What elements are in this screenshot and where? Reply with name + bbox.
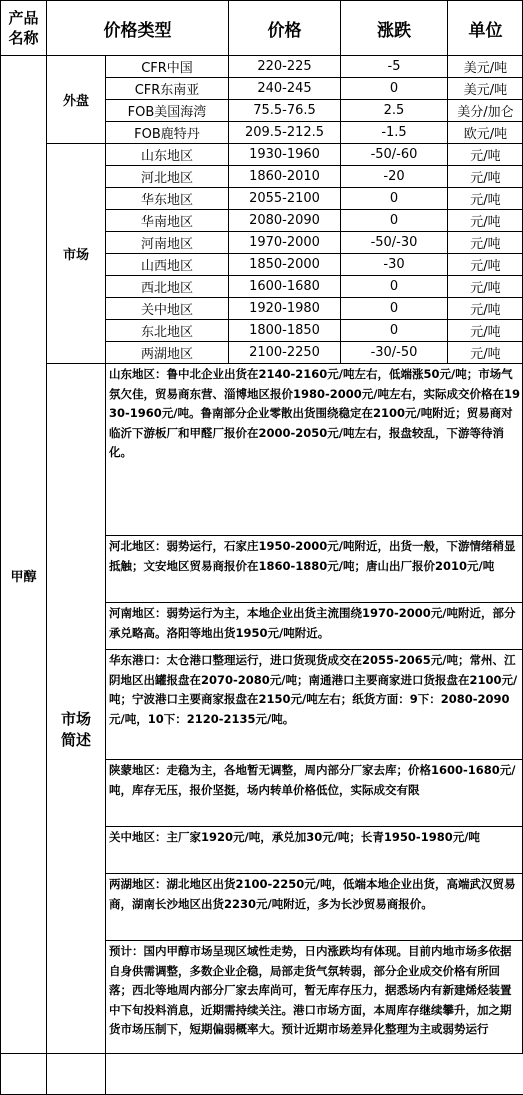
row-unit: 元/吨: [448, 166, 523, 188]
row-change: -50/-30: [341, 232, 448, 254]
row-name: 山东地区: [106, 144, 229, 166]
row-change: 2.5: [341, 100, 448, 122]
row-change: 0: [341, 78, 448, 100]
row-unit: 欧元/吨: [448, 122, 523, 144]
header-row: [1, 1, 523, 56]
row-price: 240-245: [229, 78, 341, 100]
group-market: 市场: [47, 144, 106, 364]
table-row: [1, 56, 523, 78]
note-lianghu: 两湖地区：湖北地区出货2100-2250元/吨，低端本地企业出货，高端武汉贸易商，湖南长沙地区出货2230元/吨附近，多为长沙贸易商报价。: [106, 874, 523, 941]
row-name: 山西地区: [106, 254, 229, 276]
header-price: 价格: [229, 1, 341, 56]
row-unit: 美分/加仑: [448, 100, 523, 122]
row-change: -30: [341, 254, 448, 276]
note-guanzhong: 关中地区：主厂家1920元/吨，承兑加30元/吨；长青1950-1980元/吨: [106, 827, 523, 874]
row-change: 0: [341, 210, 448, 232]
row-price: 2080-2090: [229, 210, 341, 232]
row-change: 0: [341, 276, 448, 298]
header-product-line2: 名称: [8, 29, 38, 47]
row-name: FOB鹿特丹: [106, 122, 229, 144]
row-change: -30/-50: [341, 342, 448, 364]
note-huadong: 华东港口：太仓港口整理运行，进口货现货成交在2055-2065元/吨；常州、江阴地区出罐报盘在2070-2080元/吨；南通港口主要商家进口货报盘在2100元/吨；宁波港口主要商家报盘在2150元/吨左右；纸货方面：9下：2080-2090元/吨，10下：2120-2135元/吨。: [106, 650, 523, 760]
row-unit: 元/吨: [448, 320, 523, 342]
note-hebei: 河北地区：弱势运行，石家庄1950-2000元/吨附近，出货一般，下游情绪稍显抵触；文安地区贸易商报价在1860-1880元/吨；唐山出厂报价2010元/吨: [106, 536, 523, 603]
row-price: 1920-1980: [229, 298, 341, 320]
table-row: [1, 144, 523, 166]
header-product: [1, 1, 47, 56]
row-unit: 元/吨: [448, 276, 523, 298]
row-price: 1600-1680: [229, 276, 341, 298]
row-price: 1970-2000: [229, 232, 341, 254]
group-summary: [47, 364, 106, 1095]
row-unit: 元/吨: [448, 144, 523, 166]
row-name: FOB美国海湾: [106, 100, 229, 122]
row-change: -1.5: [341, 122, 448, 144]
row-price: 1800-1850: [229, 320, 341, 342]
row-change: 0: [341, 298, 448, 320]
row-name: 西北地区: [106, 276, 229, 298]
row-price: 1850-2000: [229, 254, 341, 276]
product-name: 甲醇: [1, 56, 47, 1095]
row-name: 华东地区: [106, 188, 229, 210]
row-unit: 元/吨: [448, 188, 523, 210]
note-row: [1, 364, 523, 536]
row-name: 关中地区: [106, 298, 229, 320]
row-price: 220-225: [229, 56, 341, 78]
group-foreign: 外盘: [47, 56, 106, 144]
row-name: 华南地区: [106, 210, 229, 232]
row-name: 东北地区: [106, 320, 229, 342]
note-shaanmeng: 陕蒙地区：走稳为主，各地暂无调整，周内部分厂家去库；价格1600-1680元/吨，库存无压，报价坚挺，场内转单价格低位，实际成交有限: [106, 760, 523, 827]
row-unit: 元/吨: [448, 254, 523, 276]
row-unit: 元/吨: [448, 210, 523, 232]
row-unit: 元/吨: [448, 298, 523, 320]
row-unit: 美元/吨: [448, 56, 523, 78]
row-change: -20: [341, 166, 448, 188]
row-name: CFR东南亚: [106, 78, 229, 100]
note-forecast: 预计：国内甲醇市场呈现区域性走势，日内涨跌均有体现。目前内地市场多依据自身供需调整，多数企业企稳，局部走货气氛转弱，部分企业成交价格有所回落；西北等地周内部分厂家去库尚可，暂无库存压力，据悉场内有新建烯烃装置中下旬投料消息，近期需持续关注。港口市场方面，本周库存继续攀升，加之期货市场压制下，短期偏弱概率大。预计近期市场差异化整理为主或弱势运行: [106, 941, 523, 1095]
row-name: 河北地区: [106, 166, 229, 188]
row-change: 0: [341, 188, 448, 210]
summary-label-line2: 简述: [61, 731, 91, 749]
row-price: 75.5-76.5: [229, 100, 341, 122]
row-unit: 元/吨: [448, 342, 523, 364]
header-product-line1: 产品: [8, 9, 38, 27]
row-unit: 元/吨: [448, 232, 523, 254]
note-shandong: 山东地区：鲁中北企业出货在2140-2160元/吨左右，低端涨50元/吨；市场气氛欠佳，贸易商东营、淄博地区报价1980-2000元/吨左右，实际成交价格在1930-1960元/吨。鲁南部分企业零散出货围绕稳定在2100元/吨附近；贸易商对临沂下游板厂和甲醛厂报价在2000-2050元/吨左右，报盘较乱，下游等待消化。: [106, 364, 523, 536]
header-unit: 单位: [448, 1, 523, 56]
header-change: 涨跌: [341, 1, 448, 56]
header-price-type: 价格类型: [47, 1, 229, 56]
row-name: 两湖地区: [106, 342, 229, 364]
row-price: 1860-2010: [229, 166, 341, 188]
row-price: 209.5-212.5: [229, 122, 341, 144]
row-unit: 美元/吨: [448, 78, 523, 100]
row-price: 1930-1960: [229, 144, 341, 166]
row-change: 0: [341, 320, 448, 342]
row-change: -5: [341, 56, 448, 78]
note-henan: 河南地区：弱势运行为主，本地企业出货主流围绕1970-2000元/吨附近，部分承兑略高。洛阳等地出货1950元/吨附近。: [106, 603, 523, 650]
row-price: 2055-2100: [229, 188, 341, 210]
row-change: -50/-60: [341, 144, 448, 166]
row-name: 河南地区: [106, 232, 229, 254]
row-price: 2100-2250: [229, 342, 341, 364]
summary-label-line1: 市场: [61, 710, 91, 728]
row-name: CFR中国: [106, 56, 229, 78]
